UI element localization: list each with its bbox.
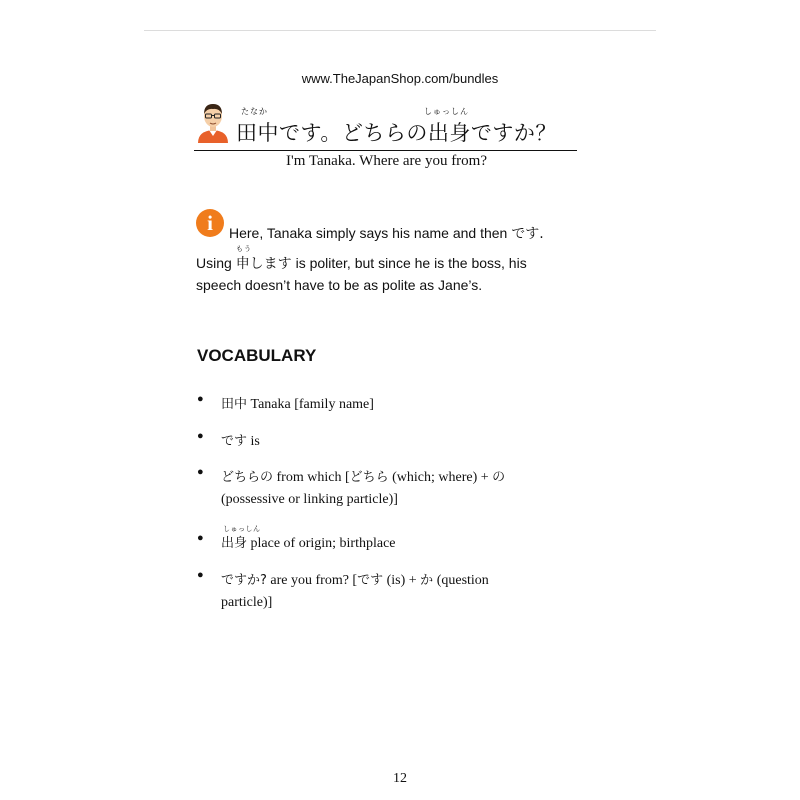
title-shusshin: 出身 <box>427 121 471 145</box>
note-line-3: speech doesn’t have to be as polite as Jane’s. <box>196 277 483 293</box>
vocab-jp: ですか? <box>221 573 267 588</box>
note-line-2 <box>196 253 527 273</box>
title-part-1: です。どちらの <box>279 121 428 145</box>
title-furigana-shusshin: しゅっしん <box>424 107 469 116</box>
page-number: 12 <box>393 771 407 786</box>
vocab-jp-3: の <box>492 470 506 485</box>
bullet-icon: ● <box>197 532 204 544</box>
title-furigana-tanaka: たなか <box>241 107 268 116</box>
note-line-2-rest: is politer, but since he is the boss, his <box>295 255 527 271</box>
vocab-jp-2: です <box>357 573 384 588</box>
vocab-text: Tanaka [family name] <box>250 397 374 412</box>
vocab-text: is <box>250 434 260 449</box>
note-line-1 <box>229 223 544 243</box>
note-line-1-text: Here, Tanaka simply says his name and then <box>229 225 508 241</box>
note-furigana-mou: もう <box>236 245 252 253</box>
english-title: I'm Tanaka. Where are you from? <box>286 153 488 169</box>
header-url: www.TheJapanShop.com/bundles <box>301 71 499 86</box>
japanese-title <box>236 117 557 147</box>
vocab-jp: どちらの <box>221 470 274 485</box>
bullet-icon: ● <box>197 569 204 581</box>
vocab-text-line-2: particle)] <box>221 595 273 610</box>
vocab-text-2: (which; where) + <box>392 470 489 485</box>
note-line-2-jp: 申します <box>235 256 292 272</box>
vocab-jp-3: か <box>420 573 434 588</box>
vocabulary-heading: VOCABULARY <box>197 346 317 365</box>
vocab-text-line-2: (possessive or linking particle)] <box>221 492 398 507</box>
vocab-text: place of origin; birthplace <box>250 536 396 551</box>
note-line-1-jp: です. <box>511 226 544 242</box>
bullet-icon: ● <box>197 430 204 442</box>
title-part-2: ですか？ <box>470 121 557 145</box>
bullet-icon: ● <box>197 393 204 405</box>
note-line-2-start: Using <box>196 255 232 271</box>
vocab-text: are you from? [ <box>270 573 358 588</box>
vocab-furigana-shusshin: しゅっしん <box>223 525 261 533</box>
vocab-text-2: (is) + <box>386 573 417 588</box>
bullet-icon: ● <box>197 466 204 478</box>
title-underline <box>194 150 577 151</box>
vocab-jp: です <box>221 434 248 449</box>
vocab-jp: 田中 <box>221 397 248 412</box>
vocab-text-3: (question <box>436 573 489 588</box>
info-icon: i <box>196 209 224 237</box>
vocab-jp: 出身 <box>221 536 248 551</box>
vocab-jp-2: どちら <box>349 470 389 485</box>
vocab-text: from which [ <box>276 470 350 485</box>
title-name: 田中 <box>236 121 279 145</box>
top-rule <box>144 30 656 31</box>
avatar <box>196 101 230 143</box>
